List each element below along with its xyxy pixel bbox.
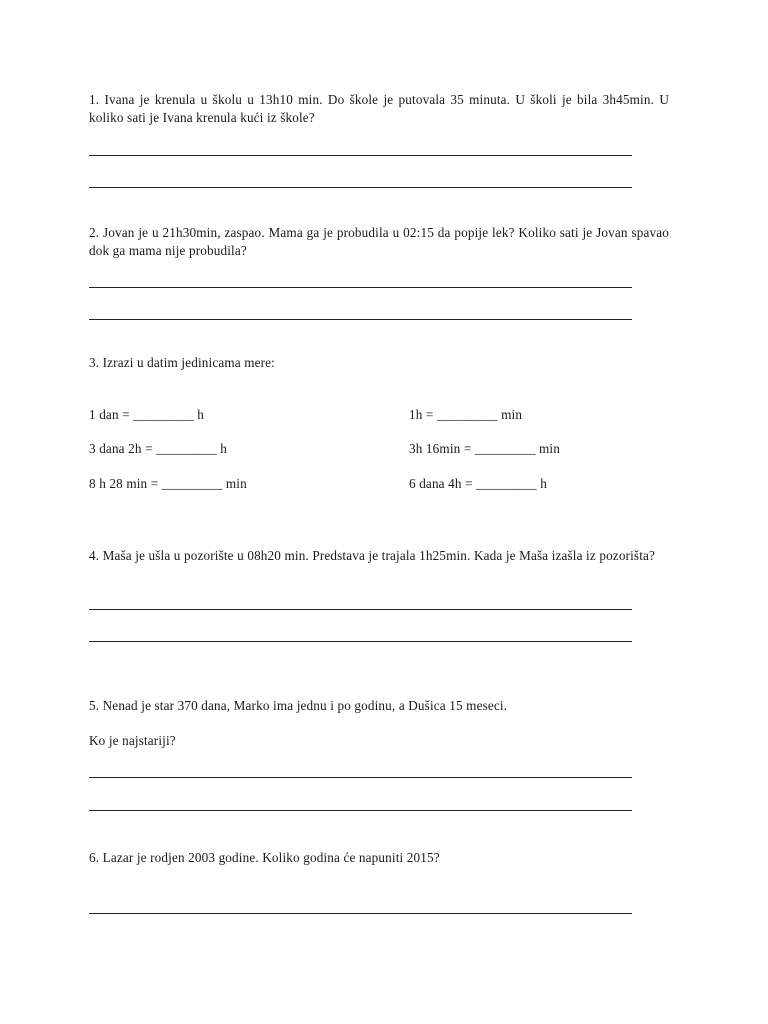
conversion-item: 8 h 28 min = _________ min: [89, 476, 247, 491]
answer-line[interactable]: [89, 913, 632, 914]
conversion-item: 1 dan = _________ h: [89, 407, 205, 422]
answer-line[interactable]: [89, 810, 632, 811]
conversion-item: 3 dana 2h = _________ h: [89, 441, 227, 456]
answer-line[interactable]: [89, 641, 632, 642]
answer-line[interactable]: [89, 187, 632, 188]
answer-line[interactable]: [89, 777, 632, 778]
answer-line[interactable]: [89, 287, 632, 288]
question-2-text: 2. Jovan je u 21h30min, zaspao. Mama ga je probudila u 02:15 da popije lek? Koliko sati je Jovan spavao dok ga mama nije probudila?: [89, 225, 669, 258]
question-5-text: 5. Nenad je star 370 dana, Marko ima jednu i po godinu, a Dušica 15 meseci.: [89, 698, 508, 713]
answer-line[interactable]: [89, 609, 632, 610]
question-6-text: 6. Lazar je rodjen 2003 godine. Koliko godina će napuniti 2015?: [89, 850, 440, 865]
conversion-item: 3h 16min = _________ min: [409, 441, 560, 456]
question-5-subtext: Ko je najstariji?: [89, 733, 176, 748]
conversion-item: 1h = _________ min: [409, 407, 523, 422]
answer-line[interactable]: [89, 319, 632, 320]
question-1-text: 1. Ivana je krenula u školu u 13h10 min. Do škole je putovala 35 minuta. U školi je bila 3h45min. U koliko sati je Ivana krenula kući iz škole?: [89, 92, 669, 125]
question-3-text: 3. Izrazi u datim jedinicama mere:: [89, 355, 275, 370]
conversion-item: 6 dana 4h = _________ h: [409, 476, 547, 491]
question-4-text: 4. Maša je ušla u pozorište u 08h20 min. Predstava je trajala 1h25min. Kada je Maša izašla iz pozorišta?: [89, 548, 656, 563]
answer-line[interactable]: [89, 155, 632, 156]
